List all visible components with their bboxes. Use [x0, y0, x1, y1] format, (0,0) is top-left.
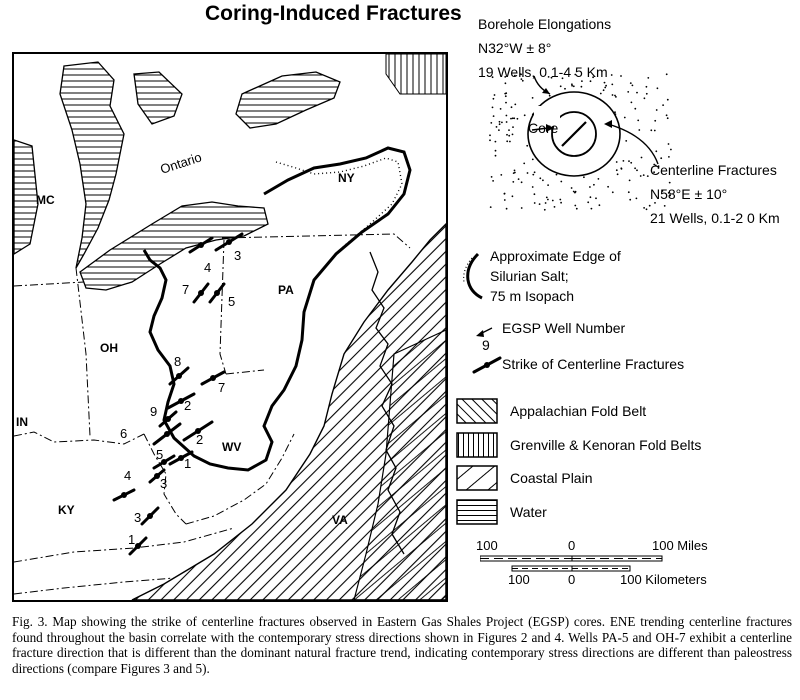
stipple-dot: [494, 94, 496, 96]
stipple-dot: [591, 208, 593, 210]
lake-huron: [60, 62, 124, 268]
lake-erie: [80, 202, 268, 290]
stipple-dot: [549, 95, 551, 97]
stipple-dot: [573, 191, 575, 193]
stipple-dot: [539, 177, 541, 179]
stipple-dot: [649, 205, 651, 207]
legend-strike-label: Strike of Centerline Fractures: [502, 356, 685, 372]
well-number: 2: [196, 432, 204, 447]
label-oh: OH: [100, 341, 118, 355]
label-in: IN: [16, 415, 28, 429]
centerline-direction: N58°E ± 10°: [650, 186, 728, 202]
legend-appalachian: Appalachian Fold Belt: [510, 403, 647, 419]
stipple-dot: [654, 130, 656, 132]
well-number: 9: [150, 404, 158, 419]
stipple-dot: [647, 77, 649, 79]
stipple-dot: [641, 157, 643, 159]
fracture-well-dots: [121, 239, 232, 549]
legend-well-example: 9: [482, 337, 490, 353]
scale-km-mid: 0: [568, 572, 576, 587]
stipple-dot: [667, 117, 669, 119]
core-label: Core: [528, 120, 559, 136]
well-number: 7: [218, 380, 226, 395]
stipple-dot: [573, 85, 575, 87]
stipple-dot: [508, 129, 510, 131]
stipple-dot: [630, 82, 632, 84]
stipple-dot: [560, 181, 562, 183]
stipple-dot: [657, 87, 659, 89]
well-number: 6: [120, 426, 128, 441]
swatch-coastal: [457, 466, 497, 490]
stipple-dot: [630, 162, 632, 164]
stipple-dot: [560, 202, 562, 204]
stipple-dot: [604, 82, 606, 84]
stipple-dot: [574, 205, 576, 207]
stipple-dot: [554, 206, 556, 208]
well-number: 8: [174, 354, 182, 369]
stipple-dot: [654, 202, 656, 204]
label-ny: NY: [338, 171, 355, 185]
stipple-dot: [547, 199, 549, 201]
stipple-dot: [625, 140, 627, 142]
stipple-dot: [546, 197, 548, 199]
stipple-dot: [668, 143, 670, 145]
stipple-dot: [506, 140, 508, 142]
figure-title: Coring-Induced Fractures: [205, 2, 462, 25]
stipple-dot: [571, 85, 573, 87]
stipple-dot: [532, 186, 534, 188]
stipple-dot: [616, 169, 618, 171]
swatch-water: [457, 500, 497, 524]
legend-grenville: Grenville & Kenoran Fold Belts: [510, 437, 702, 453]
stipple-dot: [615, 96, 617, 98]
stipple-dot: [513, 117, 515, 119]
stipple-dot: [644, 97, 646, 99]
stipple-dot: [646, 86, 648, 88]
stipple-dot: [667, 99, 669, 101]
stipple-dot: [539, 203, 541, 205]
stipple-dot: [616, 161, 618, 163]
swatch-appalachian: [457, 399, 497, 423]
stipple-dot: [655, 150, 657, 152]
stipple-dot: [575, 191, 577, 193]
stipple-dot: [669, 182, 671, 184]
stipple-dot: [505, 95, 507, 97]
stipple-dot: [504, 93, 506, 95]
legend-swatches: [456, 398, 500, 528]
stipple-dot: [526, 145, 528, 147]
swatch-grenville: [457, 433, 497, 457]
stipple-dot: [544, 209, 546, 211]
stipple-dot: [576, 208, 578, 210]
stipple-dot: [489, 134, 491, 136]
stipple-dot: [506, 208, 508, 210]
stipple-dot: [509, 141, 511, 143]
stipple-dot: [628, 160, 630, 162]
stipple-dot: [506, 121, 508, 123]
legend-well-label: EGSP Well Number: [502, 320, 626, 336]
label-wv: WV: [222, 440, 242, 454]
stipple-dot: [643, 174, 645, 176]
well-number: 3: [160, 476, 168, 491]
stipple-dot: [508, 135, 510, 137]
stipple-dot: [524, 114, 526, 116]
stipple-dot: [532, 159, 534, 161]
stipple-dot: [571, 187, 573, 189]
stipple-dot: [514, 104, 516, 106]
stipple-dot: [517, 118, 519, 120]
stipple-dot: [634, 167, 636, 169]
stipple-dot: [627, 91, 629, 93]
stipple-dot: [590, 196, 592, 198]
stipple-dot: [512, 134, 514, 136]
stipple-dot: [514, 170, 516, 172]
stipple-dot: [590, 80, 592, 82]
scale-miles-left: 100: [476, 538, 498, 553]
stipple-dot: [505, 102, 507, 104]
georgian-bay: [134, 72, 182, 124]
stipple-dot: [499, 121, 501, 123]
well-number: 1: [184, 456, 192, 471]
stipple-dot: [522, 80, 524, 82]
stipple-dot: [514, 172, 516, 174]
stipple-dot: [603, 89, 605, 91]
lake-michigan: [14, 140, 38, 254]
stipple-dot: [629, 199, 631, 201]
stipple-dot: [612, 94, 614, 96]
stipple-dot: [636, 198, 638, 200]
stipple-dot: [532, 97, 534, 99]
stipple-dot: [632, 85, 634, 87]
stipple-dot: [666, 73, 668, 75]
stipple-dot: [650, 129, 652, 131]
stipple-dot: [654, 120, 656, 122]
stipple-dot: [512, 195, 514, 197]
stipple-dot: [668, 156, 670, 158]
stipple-dot: [511, 106, 513, 108]
stipple-dot: [534, 193, 536, 195]
stipple-dot: [666, 114, 668, 116]
stipple-dot: [638, 129, 640, 131]
label-ontario: Ontario: [158, 149, 204, 177]
stipple-dot: [521, 181, 523, 183]
label-ky: KY: [58, 503, 75, 517]
stipple-dot: [492, 180, 494, 182]
stipple-dot: [581, 86, 583, 88]
stipple-dot: [664, 205, 666, 207]
stipple-dot: [628, 191, 630, 193]
stipple-dot: [662, 104, 664, 106]
stipple-dot: [542, 179, 544, 181]
stipple-dot: [518, 178, 520, 180]
stipple-dot: [660, 157, 662, 159]
stipple-dot: [593, 184, 595, 186]
label-va: VA: [332, 513, 348, 527]
stipple-dot: [587, 201, 589, 203]
stipple-dot: [505, 82, 507, 84]
well-number: 5: [228, 294, 236, 309]
stipple-dot: [493, 98, 495, 100]
borehole-direction: N32°W ± 8°: [478, 40, 552, 56]
scale-miles-mid: 0: [568, 538, 576, 553]
well-number: 4: [124, 468, 132, 483]
stipple-dot: [504, 199, 506, 201]
legend-salt-line2: Silurian Salt;: [490, 268, 569, 284]
scale-bars: [480, 554, 700, 574]
stipple-dot: [599, 204, 601, 206]
well-number: 4: [204, 260, 212, 275]
stipple-dot: [512, 126, 514, 128]
label-pa: PA: [278, 283, 294, 297]
stipple-dot: [500, 174, 502, 176]
stipple-dot: [620, 75, 622, 77]
stipple-dot: [510, 118, 512, 120]
stipple-dot: [595, 197, 597, 199]
stipple-dot: [598, 178, 600, 180]
stipple-dot: [521, 207, 523, 209]
stipple-dot: [670, 149, 672, 151]
stipple-dot: [637, 120, 639, 122]
stipple-dot: [643, 207, 645, 209]
borehole-title: Borehole Elongations: [478, 16, 612, 32]
stipple-dot: [506, 134, 508, 136]
stipple-dot: [623, 160, 625, 162]
stipple-dot: [605, 85, 607, 87]
stipple-dot: [629, 180, 631, 182]
stipple-dot: [506, 115, 508, 117]
stipple-dot: [589, 186, 591, 188]
stipple-dot: [552, 200, 554, 202]
borehole-wells: 19 Wells, 0 1-4 5 Km: [478, 64, 608, 80]
lake-ontario: [236, 72, 340, 128]
stipple-dot: [495, 141, 497, 143]
stipple-dot: [636, 92, 638, 94]
figure-caption: Fig. 3. Map showing the strike of centerline fractures observed in Eastern Gas Shales Project (EGSP) cores. ENE trending centerline fractures found throughout the basin correlate with the contemporary stress directions shown in Figures 2 and 4. Wells PA-5 and OH-7 exhibit a centerline fracture direction that is different than the dominant natural fracture trend, indicating contemporary stress directions are different than paleostress directions (compare Figures 3 and 5).: [12, 614, 792, 676]
centerline-wells: 21 Wells, 0.1-2 0 Km: [650, 210, 780, 226]
stipple-dot: [490, 122, 492, 124]
stipple-dot: [647, 175, 649, 177]
map-canvas: [14, 54, 446, 600]
stipple-dot: [495, 155, 497, 157]
stipple-dot: [581, 80, 583, 82]
stipple-dot: [490, 206, 492, 208]
stipple-dot: [611, 84, 613, 86]
stipple-dot: [534, 171, 536, 173]
scale-km-right: 100 Kilometers: [620, 572, 707, 587]
stipple-dot: [564, 88, 566, 90]
stipple-dot: [611, 74, 613, 76]
stipple-dot: [636, 169, 638, 171]
stipple-dot: [489, 139, 491, 141]
stipple-dot: [491, 176, 493, 178]
stipple-dot: [527, 172, 529, 174]
well-number: 7: [182, 282, 190, 297]
stipple-dot: [547, 184, 549, 186]
stipple-dot: [496, 126, 498, 128]
grenville-fold-belt: [386, 54, 446, 94]
stipple-dot: [646, 208, 648, 210]
stipple-dot: [545, 202, 547, 204]
stipple-dot: [498, 129, 500, 131]
stipple-dot: [560, 85, 562, 87]
stipple-dot: [612, 191, 614, 193]
legend-salt-line1: Approximate Edge of: [490, 248, 621, 264]
legend-salt-line3: 75 m Isopach: [490, 288, 575, 304]
stipple-dot: [492, 107, 494, 109]
stipple-dot: [495, 150, 497, 152]
well-number: 3: [134, 510, 142, 525]
stipple-dot: [523, 163, 525, 165]
stipple-dot: [600, 93, 602, 95]
stipple-dot: [617, 173, 619, 175]
stipple-dot: [534, 202, 536, 204]
stipple-dot: [504, 193, 506, 195]
stipple-dot: [559, 199, 561, 201]
stipple-dot: [631, 102, 633, 104]
stipple-dot: [620, 167, 622, 169]
stipple-dot: [607, 186, 609, 188]
map-frame: [12, 52, 448, 602]
stipple-dot: [646, 93, 648, 95]
stipple-dot: [532, 174, 534, 176]
well-number: 3: [234, 248, 242, 263]
well-number: 2: [184, 398, 192, 413]
stipple-dot: [624, 117, 626, 119]
stipple-dot: [499, 123, 501, 125]
centerline-title: Centerline Fractures: [650, 162, 777, 178]
well-number: 5: [156, 447, 164, 462]
scale-km-left: 100: [508, 572, 530, 587]
stipple-dot: [634, 108, 636, 110]
legend-coastal: Coastal Plain: [510, 470, 593, 486]
stipple-dot: [512, 181, 514, 183]
stipple-dot: [500, 108, 502, 110]
legend-water: Water: [510, 504, 547, 520]
well-number: 1: [128, 532, 136, 547]
label-mc: MC: [36, 193, 55, 207]
stipple-dot: [583, 176, 585, 178]
legend-salt-icon: [458, 252, 488, 300]
stipple-dot: [640, 175, 642, 177]
stipple-dot: [656, 109, 658, 111]
stipple-dot: [501, 122, 503, 124]
stipple-dot: [604, 87, 606, 89]
scale-miles-right: 100 Miles: [652, 538, 708, 553]
stipple-dot: [493, 115, 495, 117]
